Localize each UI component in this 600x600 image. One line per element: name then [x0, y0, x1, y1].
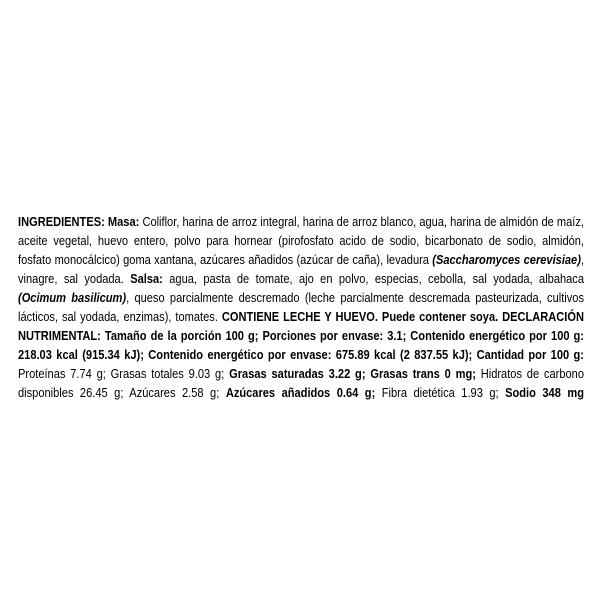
bold-text: INGREDIENTES: Masa:: [18, 214, 140, 229]
label-line-3: [18, 250, 584, 270]
text: Coliflor, harina de arroz integral, harina de arroz blanco, agua, harina de almidón de maíz,: [139, 214, 585, 229]
label-line-6: [18, 307, 584, 327]
text: aceite vegetal, huevo entero, polvo para hornear (pirofosfato acido de sodio, bicarbonato de sodio, almidón,: [18, 233, 585, 248]
label-line-5: [18, 288, 584, 308]
label-line-1: [18, 212, 584, 232]
bold-italic-text: (Saccharomyces cerevisiae): [432, 252, 581, 267]
bold-text: NUTRIMENTAL: Tamaño de la porción 100 g; Porciones por envase: 3.1; Contenido energético por 100 g:: [18, 328, 585, 343]
text: Hidratos de carbono: [475, 366, 584, 381]
text: fosfato monocálcico) goma xantana, azúcares añadidos (azúcar de caña), levadura: [18, 252, 433, 267]
label-line-10: [18, 383, 584, 403]
label-line-4: [18, 269, 584, 289]
text: lácticos, sal yodada, enzimas), tomates.: [18, 309, 222, 324]
text: , queso parcialmente descremado (leche parcialmente descremada pasteurizada, cultivos: [126, 290, 584, 305]
bold-text: Azúcares añadidos 0.64 g;: [225, 385, 376, 400]
bold-italic-text: (Ocimum basilicum): [18, 290, 127, 305]
label-line-2: [18, 231, 584, 251]
text: Proteínas 7.74 g; Grasas totales 9.03 g;: [18, 366, 230, 381]
label-line-9: [18, 364, 584, 384]
bold-text: Salsa:: [130, 271, 163, 286]
label-line-8: [18, 345, 584, 365]
text: vinagre, sal yodada.: [18, 271, 131, 286]
ingredients-nutrition-label: [18, 212, 584, 402]
text: agua, pasta de tomate, ajo en polvo, especias, cebolla, sal yodada, albahaca: [162, 271, 585, 286]
text: disponibles 26.45 g; Azúcares 2.58 g;: [18, 385, 226, 400]
text: Fibra dietética 1.93 g;: [375, 385, 506, 400]
label-line-7: [18, 326, 584, 346]
bold-text: Grasas saturadas 3.22 g; Grasas trans 0 mg;: [229, 366, 476, 381]
bold-text: 218.03 kcal (915.34 kJ); Contenido energético por envase: 675.89 kcal (2 837.55 kJ); Cantidad por 100 g:: [18, 347, 585, 362]
bold-text: Sodio 348 mg: [505, 385, 585, 400]
text: ,: [580, 252, 585, 267]
bold-text: CONTIENE LECHE Y HUEVO. Puede contener soya. DECLARACIÓN: [221, 309, 585, 324]
